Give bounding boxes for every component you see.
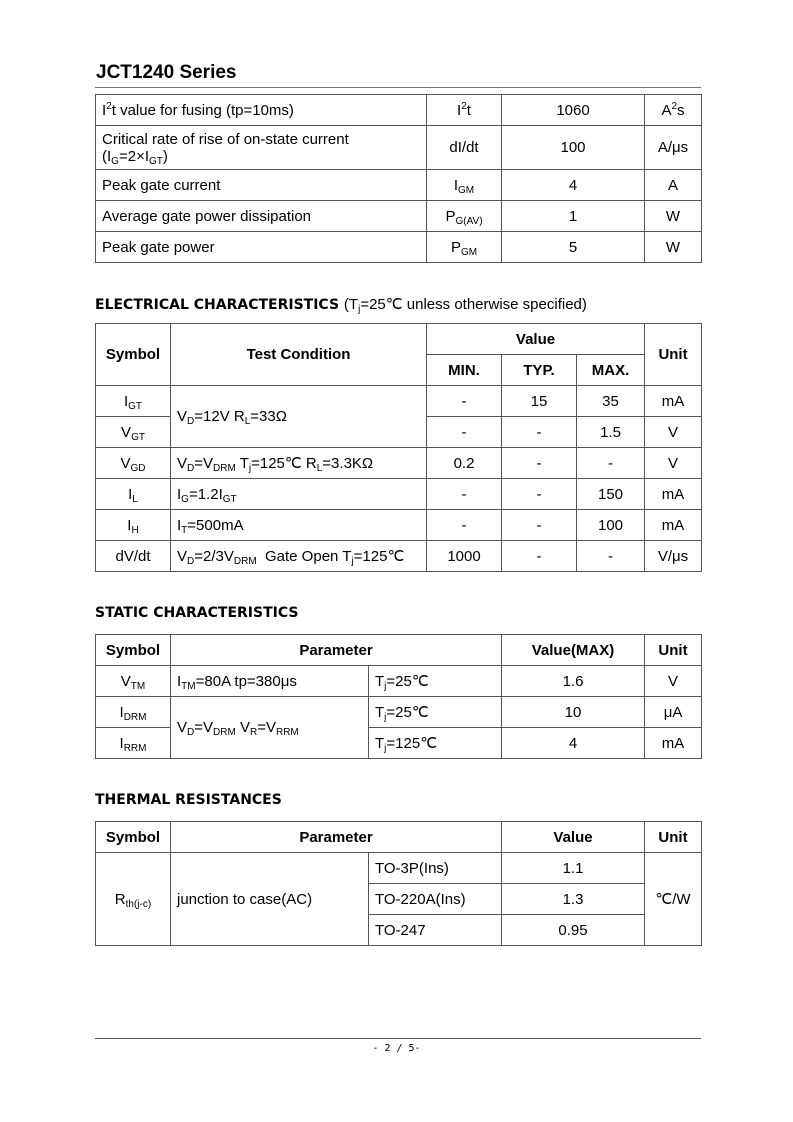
- header-value: Value(MAX): [502, 635, 645, 666]
- table-row: [96, 479, 702, 510]
- header-parameter: Parameter: [171, 635, 502, 666]
- static-table: [95, 634, 702, 759]
- symbol-cell: $V_{TM}$: [96, 666, 171, 697]
- param-cell: Peak gate power: [96, 232, 427, 263]
- value-cell: 0.95: [502, 915, 645, 946]
- condition-cell: $V_D=V_{DRM}$ $V_R=V_{RRM}$: [171, 697, 369, 759]
- condition-cell: $I_T=500mA$: [171, 510, 427, 541]
- header-unit: Unit: [645, 635, 702, 666]
- ratings-table: [95, 94, 702, 263]
- header-unit: Unit: [645, 324, 702, 386]
- table-row: [96, 95, 702, 126]
- package-cell: TO-220A(Ins): [369, 884, 502, 915]
- symbol-cell: $I_H$: [96, 510, 171, 541]
- symbol-cell: $I_{RRM}$: [96, 728, 171, 759]
- unit-cell: W: [645, 232, 702, 263]
- electrical-table: [95, 323, 702, 572]
- table-row: [96, 201, 702, 232]
- header-min: MIN.: [427, 355, 502, 386]
- table-row: [96, 541, 702, 572]
- max-cell: -: [577, 448, 645, 479]
- typ-cell: -: [502, 479, 577, 510]
- unit-cell: mA: [645, 479, 702, 510]
- unit-cell: A: [645, 170, 702, 201]
- symbol-cell: dI/dt: [427, 126, 502, 170]
- param-cell: $I^2t$ value for fusing (tp=10ms): [96, 95, 427, 126]
- condition-cell: $I_{TM}=80A$ tp=380μs: [171, 666, 369, 697]
- header-symbol: Symbol: [96, 822, 171, 853]
- title-divider: [95, 87, 701, 88]
- min-cell: -: [427, 510, 502, 541]
- header-unit: Unit: [645, 822, 702, 853]
- typ-cell: -: [502, 448, 577, 479]
- header-symbol: Symbol: [96, 324, 171, 386]
- value-cell: 1: [502, 201, 645, 232]
- symbol-cell: $P_{GM}$: [427, 232, 502, 263]
- max-cell: 1.5: [577, 417, 645, 448]
- max-cell: 150: [577, 479, 645, 510]
- symbol-cell: $I^2t$: [427, 95, 502, 126]
- table-header-row: [96, 324, 702, 355]
- unit-cell: A/μs: [645, 126, 702, 170]
- table-row: [96, 448, 702, 479]
- unit-cell: V/μs: [645, 541, 702, 572]
- symbol-cell: dV/dt: [96, 541, 171, 572]
- parameter-cell: junction to case(AC): [171, 853, 369, 946]
- param-cell: Critical rate of rise of on-state current $(I_G=2\times I_{GT})$: [96, 126, 427, 170]
- unit-cell: V: [645, 666, 702, 697]
- header-symbol: Symbol: [96, 635, 171, 666]
- thermal-heading: THERMAL RESISTANCES: [95, 792, 282, 808]
- table-row: [96, 126, 702, 170]
- typ-cell: -: [502, 541, 577, 572]
- header-parameter: Parameter: [171, 822, 502, 853]
- condition-cell: $V_D=12V$ $R_L=33\Omega$: [171, 386, 427, 448]
- electrical-heading: ELECTRICAL CHARACTERISTICS ($T_j=25℃$ unless otherwise specified): [95, 296, 587, 315]
- value-cell: 1.6: [502, 666, 645, 697]
- symbol-cell: $I_{GT}$: [96, 386, 171, 417]
- table-row: [96, 666, 702, 697]
- value-cell: 4: [502, 728, 645, 759]
- table-row: [96, 510, 702, 541]
- thermal-table: [95, 821, 702, 946]
- value-cell: 4: [502, 170, 645, 201]
- electrical-heading-note: ($T_j=25℃$ unless otherwise specified): [343, 296, 587, 315]
- header-value: Value: [502, 822, 645, 853]
- condition-cell: $V_D=2/3V_{DRM}$ Gate Open $T_j=125℃$: [171, 541, 427, 572]
- condition-cell: $V_D=V_{DRM}$ $T_j=125℃$ $R_L=3.3K\Omega$: [171, 448, 427, 479]
- max-cell: -: [577, 541, 645, 572]
- footer-divider: [95, 1038, 701, 1039]
- min-cell: -: [427, 417, 502, 448]
- value-cell: 1.3: [502, 884, 645, 915]
- symbol-cell: $V_{GD}$: [96, 448, 171, 479]
- unit-cell: $A^2s$: [645, 95, 702, 126]
- min-cell: -: [427, 479, 502, 510]
- package-cell: TO-3P(Ins): [369, 853, 502, 884]
- unit-cell: V: [645, 448, 702, 479]
- table-row: [96, 170, 702, 201]
- header-test-condition: Test Condition: [171, 324, 427, 386]
- condition-cell: $I_G=1.2I_{GT}$: [171, 479, 427, 510]
- page-number: - 2 / 5-: [372, 1043, 421, 1054]
- table-row: [96, 697, 702, 728]
- min-cell: 0.2: [427, 448, 502, 479]
- typ-cell: -: [502, 417, 577, 448]
- table-row: [96, 232, 702, 263]
- table-row: [96, 386, 702, 417]
- typ-cell: 15: [502, 386, 577, 417]
- table-row: [96, 853, 702, 884]
- symbol-cell: $I_{DRM}$: [96, 697, 171, 728]
- table-header-row: [96, 635, 702, 666]
- symbol-cell: $P_{G(AV)}$: [427, 201, 502, 232]
- value-cell: 100: [502, 126, 645, 170]
- unit-cell: μA: [645, 697, 702, 728]
- document-title: JCT1240 Series: [96, 62, 237, 83]
- symbol-cell: $I_L$: [96, 479, 171, 510]
- value-cell: 10: [502, 697, 645, 728]
- value-cell: 1060: [502, 95, 645, 126]
- typ-cell: -: [502, 510, 577, 541]
- symbol-cell: $R_{th(j-c)}$: [96, 853, 171, 946]
- unit-cell: mA: [645, 386, 702, 417]
- unit-cell: ℃/W: [645, 853, 702, 946]
- unit-cell: mA: [645, 510, 702, 541]
- symbol-cell: $V_{GT}$: [96, 417, 171, 448]
- unit-cell: mA: [645, 728, 702, 759]
- temperature-cell: $T_j=25℃$: [369, 697, 502, 728]
- package-cell: TO-247: [369, 915, 502, 946]
- max-cell: 100: [577, 510, 645, 541]
- header-typ: TYP.: [502, 355, 577, 386]
- param-cell: Average gate power dissipation: [96, 201, 427, 232]
- unit-cell: W: [645, 201, 702, 232]
- table-header-row: [96, 822, 702, 853]
- symbol-cell: $I_{GM}$: [427, 170, 502, 201]
- temperature-cell: $T_j=125℃$: [369, 728, 502, 759]
- unit-cell: V: [645, 417, 702, 448]
- value-cell: 5: [502, 232, 645, 263]
- min-cell: 1000: [427, 541, 502, 572]
- static-heading: STATIC CHARACTERISTICS: [95, 605, 299, 621]
- header-value: Value: [427, 324, 645, 355]
- temperature-cell: $T_j=25℃$: [369, 666, 502, 697]
- min-cell: -: [427, 386, 502, 417]
- header-max: MAX.: [577, 355, 645, 386]
- value-cell: 1.1: [502, 853, 645, 884]
- max-cell: 35: [577, 386, 645, 417]
- param-cell: Peak gate current: [96, 170, 427, 201]
